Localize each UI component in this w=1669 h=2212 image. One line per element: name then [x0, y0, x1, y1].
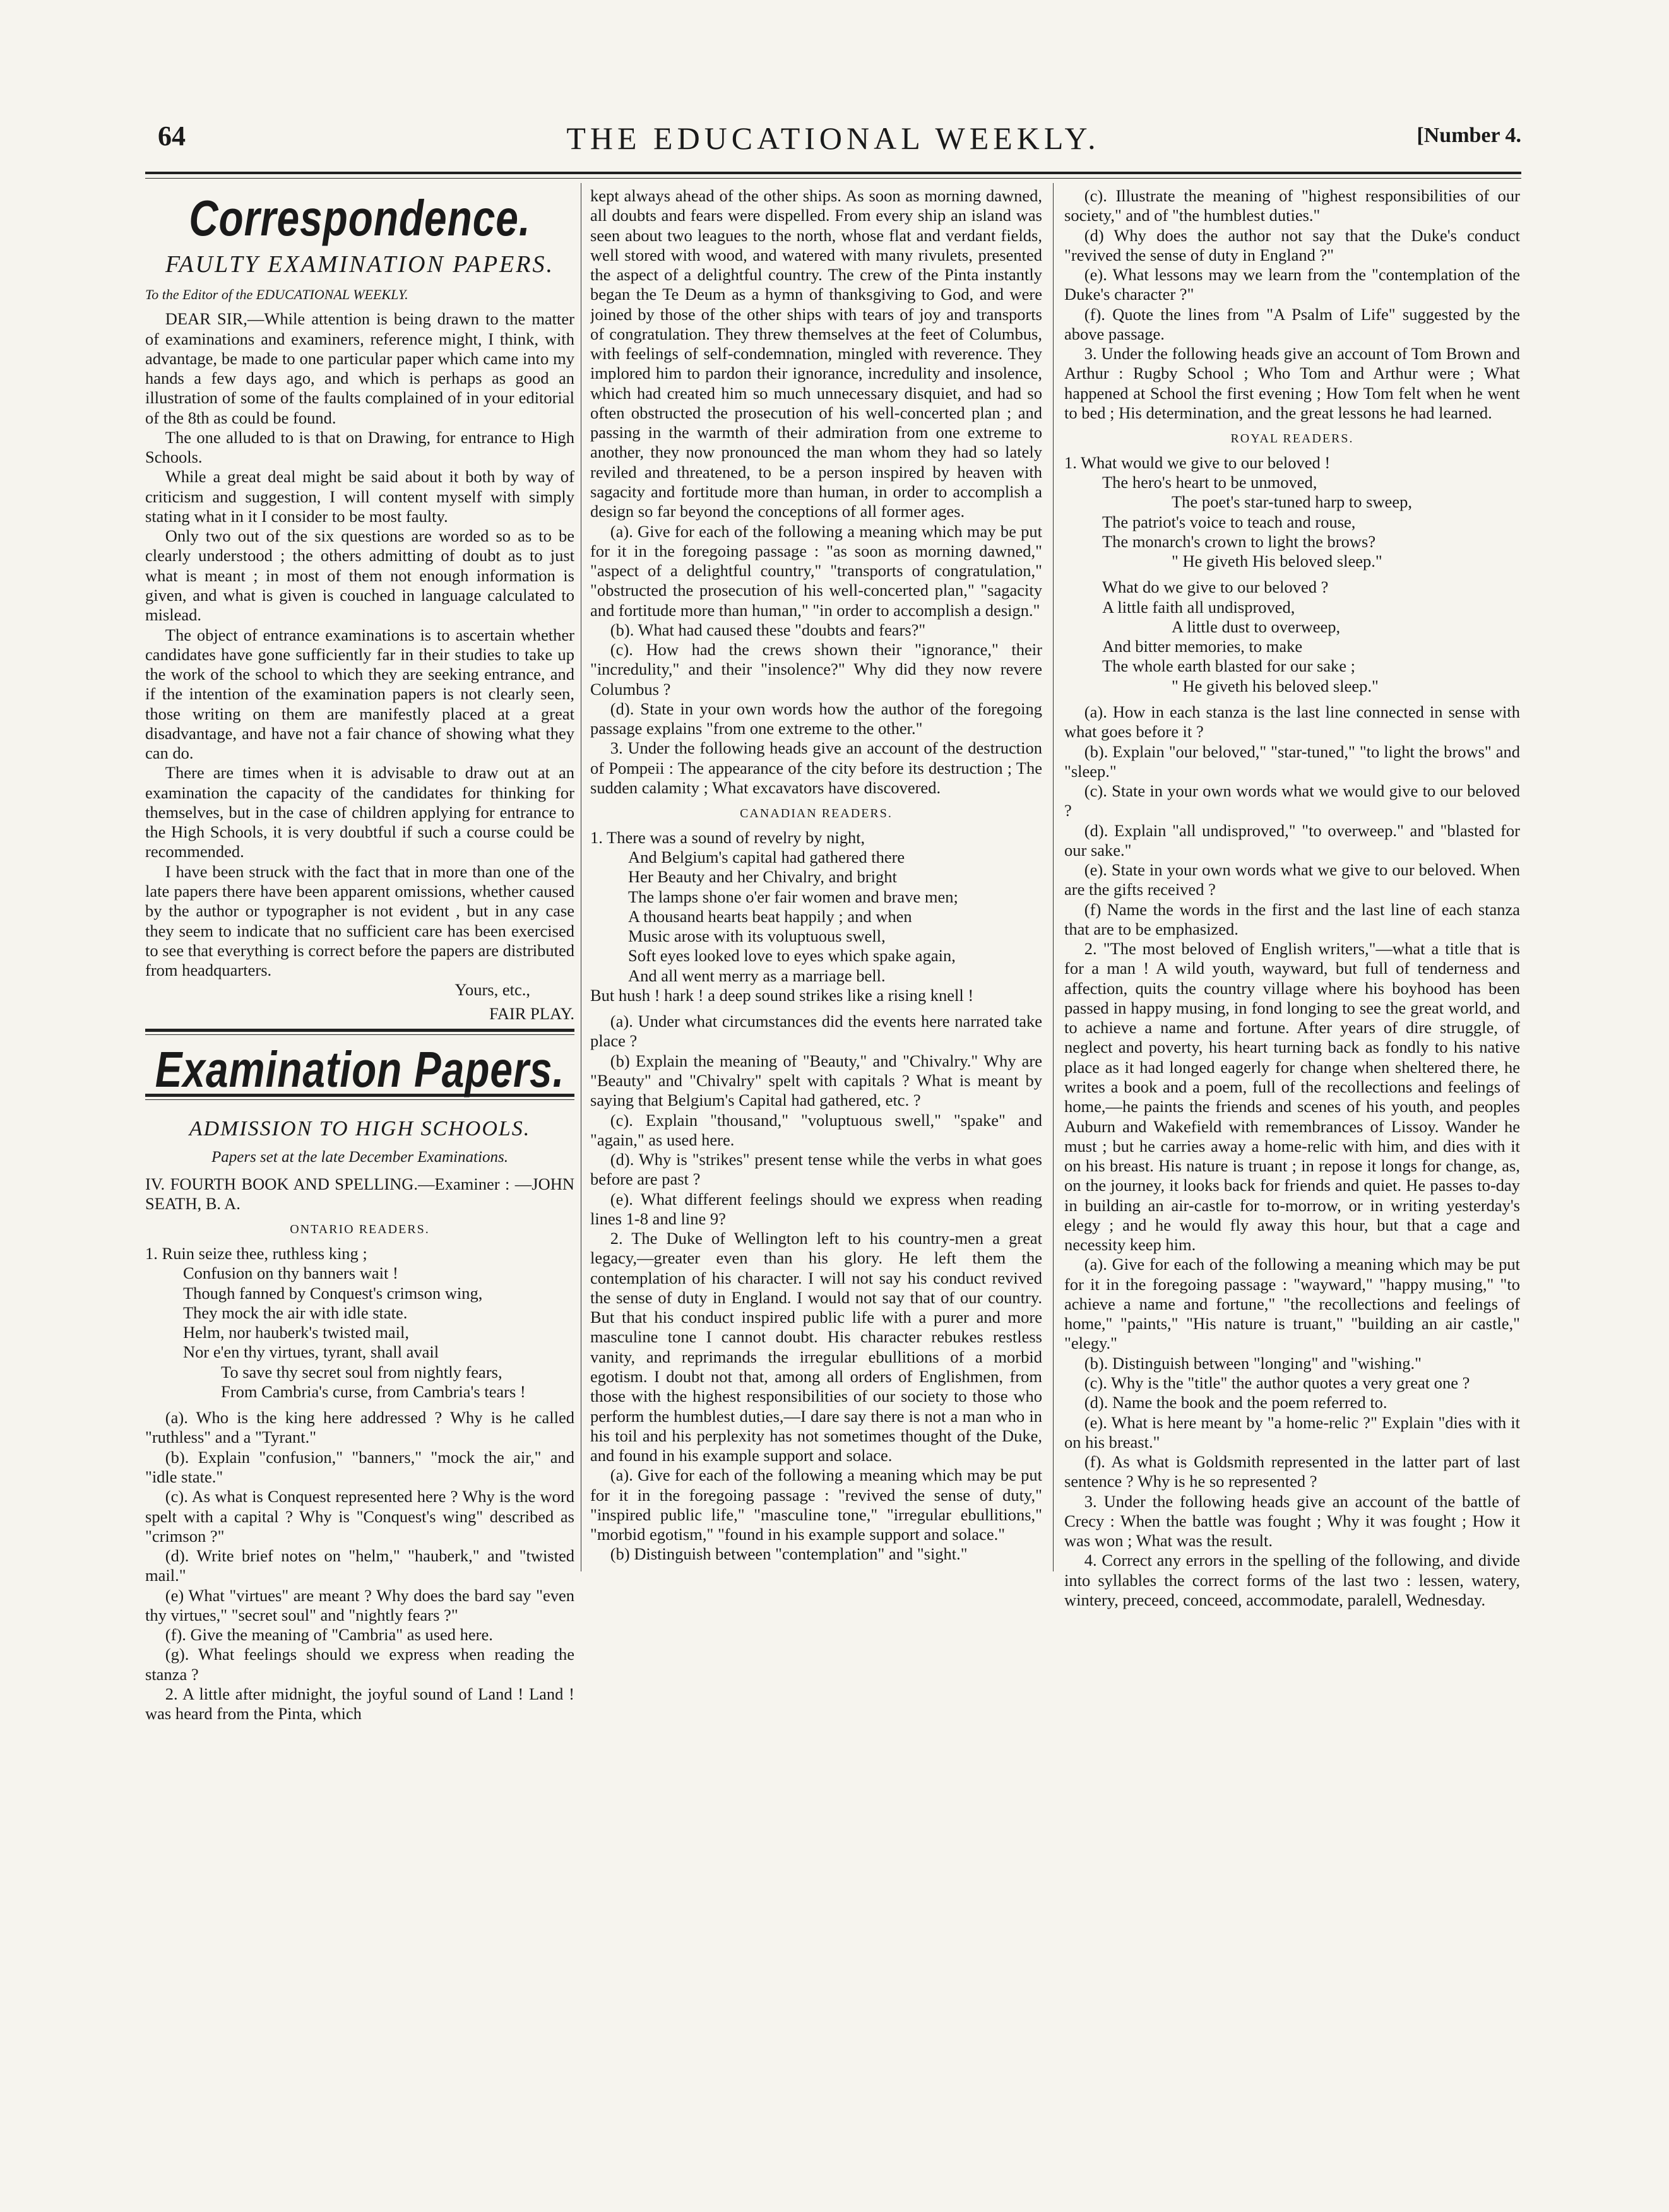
- poem-line: A little dust to overweep,: [1172, 617, 1341, 636]
- question: 3. Under the following heads give an account of the destruction of Pompeii : The appearance of the city before its destruction ; The sudden calamity ; What excavators have discovered.: [590, 738, 1042, 797]
- question: (c). Why is the "title" the author quotes a very great one ?: [1084, 1373, 1470, 1392]
- question: (e). What lessons may we learn from the "contemplation of the Duke's character ?": [1064, 265, 1520, 304]
- letter-signature: FAIR PLAY.: [489, 1003, 574, 1023]
- paper-heading: IV. FOURTH BOOK AND SPELLING.—Examiner : —JOHN SEATH, B. A.: [145, 1174, 574, 1214]
- poem-line: 1. There was a sound of revelry by night,: [590, 827, 865, 847]
- letter-paragraph: DEAR SIR,—While attention is being drawn to the matter of examinations and examiners, reference might, I think, with advantage, be made to one particular paper which came into my hands a few days ago, and which is perhaps as good an illustration of some of the faults complained of in your editorial of the 8th as could be found.: [145, 309, 574, 427]
- column-divider: [1053, 183, 1054, 1571]
- poem-line: The lamps shone o'er fair women and brave men;: [628, 887, 958, 906]
- header-rule-thin: [145, 178, 1521, 179]
- royal-readers-heading: ROYAL READERS.: [1230, 432, 1354, 446]
- poem-line: Music arose with its voluptuous swell,: [628, 926, 886, 946]
- poem-line: Nor e'en thy virtues, tyrant, shall avail: [183, 1342, 439, 1362]
- poem-line: 1. Ruin seize thee, ruthless king ;: [145, 1244, 367, 1263]
- question: 3. Under the following heads give an account of Tom Brown and Arthur : Rugby School ; Who Tom and Arthur were ; What happened at School the first evening ; How Tom felt when he went to bed ; His determination, and the great lessons he had learned.: [1064, 344, 1520, 422]
- question: 2. The Duke of Wellington left to his country-men a great legacy,—greater even than his glory. He left them the contemplation of his character. I will not say his conduct revived the sense of duty in England. I would not say that of our country. But that his conduct inspired public life with a purer and more masculine tone I cannot doubt. His character rebukes restless vanity, and reprimands the irregular ebullitions of a morbid egotism. I doubt not that, among all orders of Englishmen, from those with the highest responsibilities of our society to those who perform the humblest duties,—I dare say there is not a man who in his toil and his perplexity has not sometimes thought of the Duke, and found in his example support and solace.: [590, 1229, 1042, 1465]
- poem-block: [145, 1244, 574, 1402]
- column-right: [1064, 186, 1520, 2174]
- question: (a). Give for each of the following a meaning which may be put for it in the foregoing passage : "wayward," "happy musing," "to achieve a name and fortune," "the recollections and feelings of home," "paints," "His nature is truant," "building an air castle," "elegy.": [1064, 1255, 1520, 1353]
- letter-closing: Yours, etc.,: [454, 980, 530, 1000]
- question: (f). Give the meaning of "Cambria" as used here.: [165, 1625, 493, 1645]
- poem-line: Confusion on thy banners wait !: [183, 1263, 398, 1283]
- question: 4. Correct any errors in the spelling of the following, and divide into syllables the correct forms of the last two : lessen, watery, wintery, preceed, conceed, accommodate, paralell, Wednesday.: [1064, 1551, 1520, 1609]
- issue-number: [Number 4.: [1417, 124, 1521, 147]
- question: (c). Illustrate the meaning of "highest responsibilities of our society," and of "the humblest duties.": [1064, 186, 1520, 225]
- question: (e). What is here meant by "a home-relic ?" Explain "dies with it on his breast.": [1064, 1412, 1520, 1452]
- poem-block: [590, 828, 1042, 1005]
- article-title: FAULTY EXAMINATION PAPERS.: [165, 251, 554, 278]
- question: (a). Who is the king here addressed ? Why is he called "ruthless" and a "Tyrant.": [145, 1408, 574, 1447]
- column-left: [145, 186, 574, 2174]
- poem-line: The hero's heart to be unmoved,: [1102, 473, 1317, 492]
- letter-paragraph: The one alluded to is that on Drawing, for entrance to High Schools.: [145, 427, 574, 467]
- poem-line: A little faith all undisproved,: [1102, 597, 1295, 617]
- question: (a). How in each stanza is the last line connected in sense with what goes before it ?: [1064, 702, 1520, 742]
- poem-line: What do we give to our beloved ?: [1102, 577, 1329, 597]
- question: (d). Write brief notes on "helm," "hauberk," and "twisted mail.": [145, 1546, 574, 1585]
- question: (c). State in your own words what we would give to our beloved ?: [1064, 781, 1520, 820]
- poem-line: The poet's star-tuned harp to sweep,: [1172, 492, 1413, 512]
- poem-line: Her Beauty and her Chivalry, and bright: [628, 867, 897, 887]
- poem-line: From Cambria's curse, from Cambria's tears !: [221, 1381, 526, 1401]
- question: (e) What "virtues" are meant ? Why does the bard say "even thy virtues," "secret soul" and "nightly fears ?": [145, 1585, 574, 1624]
- poem-line: 1. What would we give to our beloved !: [1064, 452, 1331, 472]
- letter-paragraph: I have been struck with the fact that in more than one of the late papers there have been apparent omissions, whether caused by the author or typographer is not evident , but in any case they seem to indicate that no sufficient care has been exercised to see that everything is correct before the papers are distributed from headquarters.: [145, 861, 574, 980]
- question: (b). Distinguish between "longing" and "wishing.": [1084, 1353, 1422, 1373]
- poem-line: And all went merry as a marriage bell.: [628, 966, 886, 985]
- question: (a). Give for each of the following a meaning which may be put for it in the foregoing passage : "revived the sense of duty," "inspired public life," "masculine tone," "irregular ebullitions," "morbid egotism," "found in his example support and solace.": [590, 1465, 1042, 1544]
- question: (e). State in your own words what we give to our beloved. When are the gifts received ?: [1064, 860, 1520, 899]
- poem-line: Helm, nor hauberk's twisted mail,: [183, 1323, 410, 1342]
- question: (d). Why is "strikes" present tense while the verbs in what goes before are past ?: [590, 1150, 1042, 1189]
- question: (e). What different feelings should we express when reading lines 1-8 and line 9?: [590, 1189, 1042, 1228]
- page-header: [145, 120, 1521, 164]
- question: (b). Explain "our beloved," "star-tuned," "to light the brows" and "sleep.": [1064, 742, 1520, 781]
- question: 2. "The most beloved of English writers,"—what a title that is for a man ! A wild youth, wayward, but full of tenderness and affection, quits the country village where his boyhood has been passed in happy musing, in fond longing to see the great world, and to achieve a name and fortune. After years of dire struggle, of neglect and poverty, his heart turning back as fondly to his native place as it had longed eagerly for change when sheltered there, he writes a book and a poem, full of the recollections and feelings of home,—he paints the friends and scenes of his youth, and peoples Auburn and Wakefield with remembrances of Lissoy. Wander he must ; but he carries away a home-relic with him, and dies with it on his breast. His nature is truant ; in repose it longs for change, as, on the journey, it looks back for friends and quiet. He passes to-day in building an air-castle for to-morrow, or in writing yesterday's elegy ; and he would fly away this hour, but that a cage and necessity keep him.: [1064, 939, 1520, 1255]
- question: (d). Name the book and the poem referred to.: [1084, 1393, 1387, 1412]
- poem-block: [1064, 577, 1520, 696]
- question: (d) Why does the author not say that the Duke's conduct "revived the sense of duty in England ?": [1064, 225, 1520, 264]
- letter-paragraph: While a great deal might be said about it both by way of criticism and suggestion, I will content myself with simply stating what in it I consider to be most faulty.: [145, 467, 574, 526]
- question: (g). What feelings should we express when reading the stanza ?: [145, 1645, 574, 1684]
- letter-paragraph: There are times when it is advisable to draw out at an examination the capacity of the candidates for thinking for themselves, but in the case of children applying for entrance to the High Schools, it is very doubtful if such a course could be recommended.: [145, 763, 574, 861]
- poem-line: And bitter memories, to make: [1102, 637, 1303, 656]
- papers-note: Papers set at the late December Examinations.: [211, 1149, 509, 1166]
- poem-line: " He giveth His beloved sleep.": [1172, 552, 1382, 571]
- page-number: 64: [158, 121, 186, 151]
- passage-paragraph: kept always ahead of the other ships. As soon as morning dawned, all doubts and fears were dispelled. From every ship an island was seen about two leagues to the north, whose flat and verdant fields, well stored with wood, and watered with many rivulets, presented the aspect of a delightful country. The crew of the Pinta instantly began the Te Deum as a hymn of thanksgiving to God, and were joined by those of the other ships with tears of joy and transports of congratulation. They threw themselves at the feet of Columbus, with feelings of self-condemnation, mingled with reverence. They implored him to pardon their ignorance, incredulity and insolence, which had created him so much unnecessary disquiet, and had so often obstructed the prosecution of his well-concerted plan ; and passing in the warmth of their admiration from one extreme to another, they now pronounced the man whom they had so lately reviled and threatened, to be a person inspired by heaven with sagacity and fortitude more than human, in order to accomplish a design so far beyond the conceptions of all former ages.: [590, 186, 1042, 521]
- question: 3. Under the following heads give an account of the battle of Crecy : When the battle was fought ; Why it was fought ; How it was won ; What was the result.: [1064, 1491, 1520, 1551]
- question: (b) Distinguish between "contemplation" and "sight.": [610, 1544, 968, 1564]
- poem-line: The whole earth blasted for our sake ;: [1102, 656, 1356, 676]
- admission-title: ADMISSION TO HIGH SCHOOLS.: [189, 1117, 531, 1141]
- question: (b). Explain "confusion," "banners," "mock the air," and "idle state.": [145, 1447, 574, 1486]
- question: (c). As what is Conquest represented here ? Why is the word spelt with a capital ? Why is "Conquest's wing" described as "crimson ?": [145, 1487, 574, 1546]
- question: (c). Explain "thousand," "voluptuous swell," "spake" and "again," as used here.: [590, 1110, 1042, 1149]
- question: (c). How had the crews shown their "ignorance," their "incredulity," and their "insolence?" Why did they now revere Columbus ?: [590, 640, 1042, 699]
- poem-line: Soft eyes looked love to eyes which spake again,: [628, 946, 956, 966]
- question: (b) Explain the meaning of "Beauty," and "Chivalry." Why are "Beauty" and "Chivalry" spelt with capitals ? What is meant by saying that Belgium's Capital had gathered, etc. ?: [590, 1051, 1042, 1110]
- question: (a). Under what circumstances did the events here narrated take place ?: [590, 1012, 1042, 1051]
- poem-line: They mock the air with idle state.: [183, 1303, 408, 1322]
- ontario-readers-heading: ONTARIO READERS.: [290, 1222, 430, 1237]
- poem-line: A thousand hearts beat happily ; and when: [628, 906, 912, 926]
- canadian-readers-heading: CANADIAN READERS.: [740, 807, 893, 821]
- section-rule: [145, 1029, 574, 1035]
- letter-paragraph: The object of entrance examinations is to ascertain whether candidates have gone sufficiently far in their studies to take up the work of the school to which they are seeking entrance, and if the intention of the examination papers is not clearly seen, those writing on them are manifestly placed at a great disadvantage, and have not a fair chance of showing what they can do.: [145, 625, 574, 763]
- masthead-title: THE EDUCATIONAL WEEKLY.: [566, 121, 1100, 156]
- addressee-line: To the Editor of the EDUCATIONAL WEEKLY.: [145, 287, 408, 303]
- poem-block: [1064, 453, 1520, 572]
- question: (d). State in your own words how the author of the foregoing passage explains "from one extreme to the other.": [590, 699, 1042, 738]
- header-rule: [145, 172, 1521, 174]
- question: (f). As what is Goldsmith represented in the latter part of last sentence ? Why is he so represented ?: [1064, 1452, 1520, 1491]
- poem-line: The monarch's crown to light the brows?: [1102, 531, 1376, 551]
- correspondence-heading: Correspondence.: [189, 189, 531, 247]
- poem-line: " He giveth his beloved sleep.": [1172, 676, 1379, 695]
- poem-line: Though fanned by Conquest's crimson wing,: [183, 1283, 483, 1303]
- question: (f) Name the words in the first and the last line of each stanza that are to be emphasized.: [1064, 899, 1520, 938]
- question: (a). Give for each of the following a meaning which may be put for it in the foregoing passage : "as soon as morning dawned," "aspect of a delightful country," "transports of congratulation," "obstructed the prosecution of his well-concerted plan," "sagacity and fortitude more than human," "in order to accomplish a design.": [590, 521, 1042, 620]
- poem-line: The patriot's voice to teach and rouse,: [1102, 512, 1356, 531]
- column-middle: [590, 186, 1042, 2174]
- poem-line: But hush ! hark ! a deep sound strikes like a rising knell !: [590, 985, 974, 1005]
- poem-line: And Belgium's capital had gathered there: [628, 848, 905, 867]
- letter-paragraph: Only two out of the six questions are worded so as to be clearly understood ; the others admitting of doubt as to just what is meant ; in most of them not enough information is given, and what is given is couched in language calculated to mislead.: [145, 526, 574, 625]
- question: (b). What had caused these "doubts and fears?": [610, 620, 926, 639]
- question: (f). Quote the lines from "A Psalm of Life" suggested by the above passage.: [1064, 304, 1520, 343]
- examination-papers-heading: Examination Papers.: [155, 1041, 565, 1098]
- poem-line: To save thy secret soul from nightly fears,: [221, 1362, 502, 1381]
- question: 2. A little after midnight, the joyful sound of Land ! Land ! was heard from the Pinta, which: [145, 1684, 574, 1724]
- question: (d). Explain "all undisproved," "to overweep." and "blasted for our sake.": [1064, 820, 1520, 860]
